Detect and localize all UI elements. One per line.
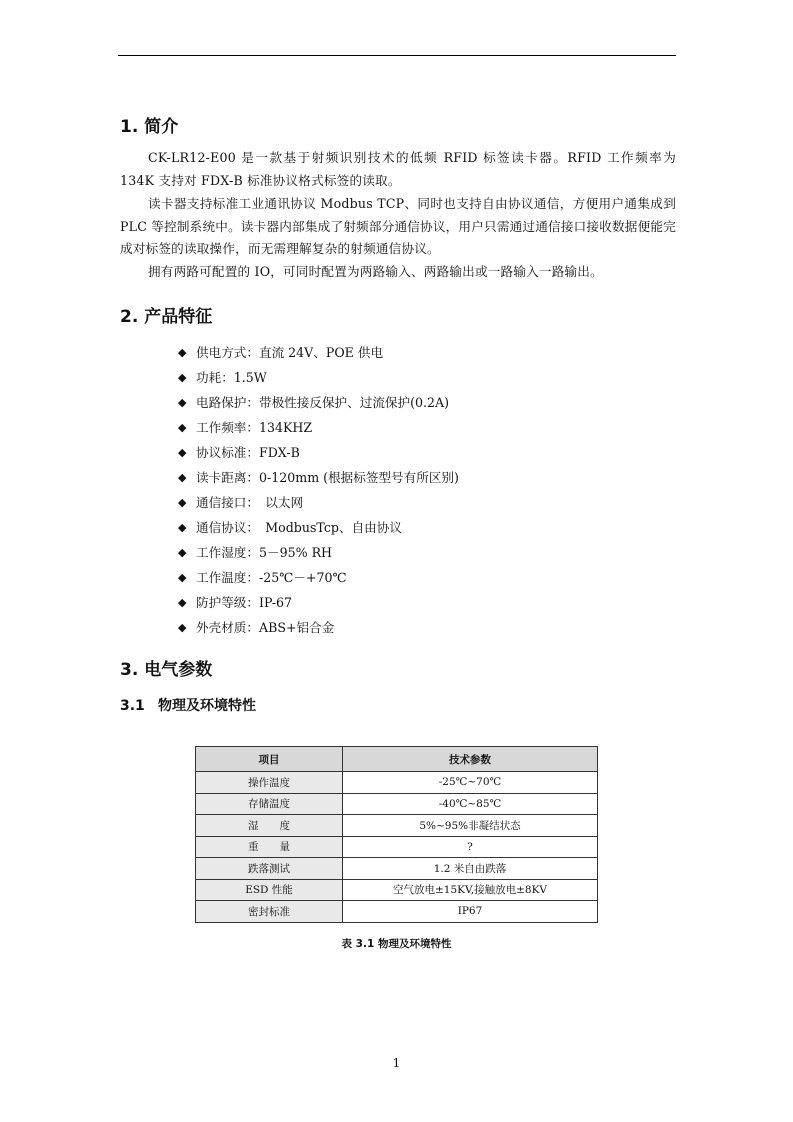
feature-list: [178, 340, 459, 640]
row-label: 操作温度: [196, 772, 343, 794]
row-value: -25℃~70℃: [343, 772, 598, 794]
feature-item: ◆ 工作频率：134KHZ: [178, 415, 459, 440]
row-label: ESD 性能: [196, 879, 343, 901]
row-value: 1.2 米自由跌落: [343, 858, 598, 880]
feature-item: ◆ 读卡距离：0-120mm (根据标签型号有所区别): [178, 465, 459, 490]
row-value: IP67: [343, 901, 598, 923]
feature-item: ◆ 供电方式：直流 24V、POE 供电: [178, 340, 459, 365]
diamond-bullet-icon: ◆: [178, 620, 187, 634]
feature-item: ◆ 外壳材质：ABS+铝合金: [178, 615, 459, 640]
row-label: 密封标准: [196, 901, 343, 923]
table-row: [196, 836, 598, 858]
intro-paragraph-1: CK-LR12-E00 是一款基于射频识别技术的低频 RFID 标签读卡器。RFID 工作频率为 134K 支持对 FDX-B 标准协议格式标签的读取。: [120, 150, 676, 188]
row-value: -40℃~85℃: [343, 793, 598, 815]
table-row: [196, 815, 598, 837]
section-3-1-title: [120, 695, 256, 715]
diamond-bullet-icon: ◆: [178, 595, 187, 609]
diamond-bullet-icon: ◆: [178, 445, 187, 459]
table-row: [196, 858, 598, 880]
intro-paragraph-3: 拥有两路可配置的 IO，可同时配置为两路输入、两路输出或一路输入一路输出。: [148, 264, 603, 279]
row-value: 5%~95%非凝结状态: [343, 815, 598, 837]
table-caption: 表 3.1 物理及环境特性: [341, 938, 452, 950]
feature-item: ◆ 工作湿度：5－95% RH: [178, 540, 459, 565]
feature-item: ◆ 通信接口： 以太网: [178, 490, 459, 515]
table-row: [196, 772, 598, 794]
section-2-title: 2. 产品特征: [120, 307, 213, 327]
feature-item: ◆ 工作温度：-25℃－+70℃: [178, 565, 459, 590]
page-number: 1: [392, 1056, 401, 1070]
header-rule: [118, 55, 676, 56]
header-spec: 技术参数: [343, 747, 598, 772]
diamond-bullet-icon: ◆: [178, 420, 187, 434]
diamond-bullet-icon: ◆: [178, 495, 187, 509]
table-row: [196, 879, 598, 901]
feature-item: ◆ 防护等级：IP-67: [178, 590, 459, 615]
section-3-title: 3. 电气参数: [120, 660, 213, 680]
section-3-1-number: 3.1: [120, 698, 145, 714]
feature-item: ◆ 通信协议： ModbusTcp、自由协议: [178, 515, 459, 540]
row-value: 空气放电±15KV,接触放电±8KV: [343, 879, 598, 901]
section-3-1-label: 物理及环境特性: [158, 698, 256, 714]
feature-item: ◆ 电路保护：带极性接反保护、过流保护(0.2A): [178, 390, 459, 415]
diamond-bullet-icon: ◆: [178, 395, 187, 409]
diamond-bullet-icon: ◆: [178, 570, 187, 584]
header-item: 项目: [196, 747, 343, 772]
diamond-bullet-icon: ◆: [178, 370, 187, 384]
diamond-bullet-icon: ◆: [178, 470, 187, 484]
spec-table: [195, 746, 598, 923]
table-header-row: [196, 747, 598, 772]
row-label: 湿 度: [196, 815, 343, 837]
section-1-title: 1. 简介: [120, 117, 179, 137]
diamond-bullet-icon: ◆: [178, 345, 187, 359]
feature-item: ◆ 协议标准：FDX-B: [178, 440, 459, 465]
row-label: 跌落测试: [196, 858, 343, 880]
row-value: ?: [343, 836, 598, 858]
diamond-bullet-icon: ◆: [178, 545, 187, 559]
intro-paragraph-2: 读卡器支持标准工业通讯协议 Modbus TCP、同时也支持自由协议通信，方便用户通集成到 PLC 等控制系统中。读卡器内部集成了射频部分通信协议，用户只需通过通信接口接收数据便能完成对标签的读取操作，而无需理解复杂的射频通信协议。: [120, 196, 676, 256]
row-label: 存储温度: [196, 793, 343, 815]
table-row: [196, 901, 598, 923]
row-label: 重 量: [196, 836, 343, 858]
feature-item: ◆ 功耗：1.5W: [178, 365, 459, 390]
table-row: [196, 793, 598, 815]
diamond-bullet-icon: ◆: [178, 520, 187, 534]
